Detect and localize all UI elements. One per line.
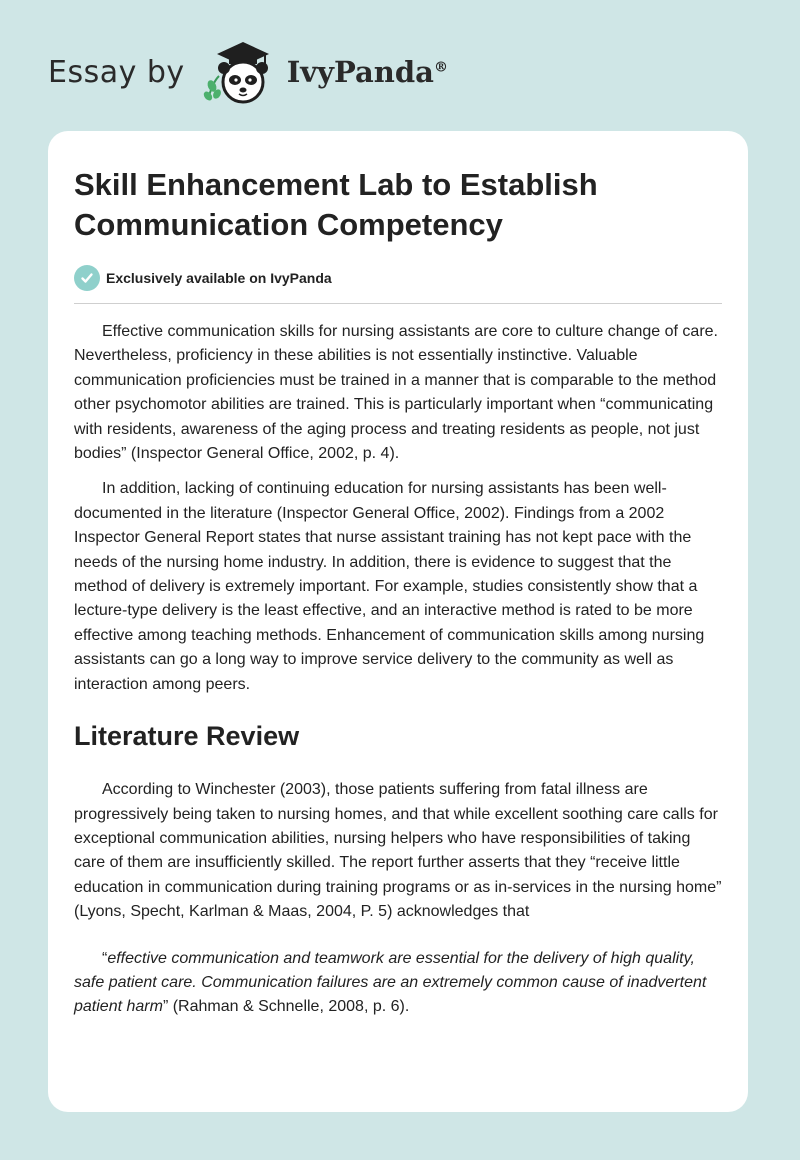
essay-by-label: Essay by (48, 54, 185, 90)
paragraph: Effective communication skills for nursing assistants are core to culture change of care. Nevertheless, proficiency in these abilities is not essentially instinctive. Valuable communication proficiencies must be trained in a manner that is comparable to the method other psychomotor abilities are trained. This is particularly important when “communicating with residents, awareness of the aging process and treating residents as people, not just bodies” (Inspector General Office, 2002, p. 4). (74, 323, 718, 463)
quote-text: effective communication and teamwork are essential for the delivery of high quality, safe patient care. Communication failures are an extremely common cause of inadvertent patient harm (74, 949, 707, 1016)
exclusive-label: Exclusively available on IvyPanda (106, 270, 332, 286)
exclusive-badge (74, 265, 722, 291)
brand-name: IvyPanda® (286, 55, 448, 89)
paragraph: In addition, lacking of continuing education for nursing assistants has been well-documented in the literature (Inspector General Office, 2002). Findings from a 2002 Inspector General Report states that nurse assistant training has not kept pace with the needs of the nursing home industry. In addition, there is evidence to suggest that the method of delivery is extremely important. For example, studies consistently show that a lecture-type delivery is the least effective, and an interactive method is rated to be more effective among teaching methods. Enhancement of communication skills among nursing assistants can go a long way to improve service delivery to the community as well as interaction among peers. (74, 480, 705, 693)
panda-graduate-logo (199, 36, 285, 108)
registered-mark: ® (433, 59, 448, 76)
quote-paragraph (74, 947, 722, 1020)
divider (74, 303, 722, 304)
essay-card (48, 131, 748, 1112)
quote-citation: ” (Rahman & Schnelle, 2008, p. 6). (162, 998, 410, 1016)
essay-body (74, 320, 722, 1020)
site-header (48, 36, 448, 108)
paragraph: According to Winchester (2003), those patients suffering from fatal illness are progressively being taken to nursing homes, and that while excellent soothing care calls for exceptional communication abilities, nursing helpers who have responsibilities of taking care of them are insufficiently skilled. The report further asserts that they “receive little education in communication during training programs or as in-services in the nursing home” (Lyons, Specht, Karlman & Maas, 2004, P. 5) acknowledges that (74, 781, 722, 921)
page-title: Skill Enhancement Lab to Establish Communication Competency (74, 167, 598, 242)
quote-open: “ (102, 949, 108, 967)
check-circle-icon (74, 265, 100, 291)
section-heading: Literature Review (74, 721, 300, 752)
